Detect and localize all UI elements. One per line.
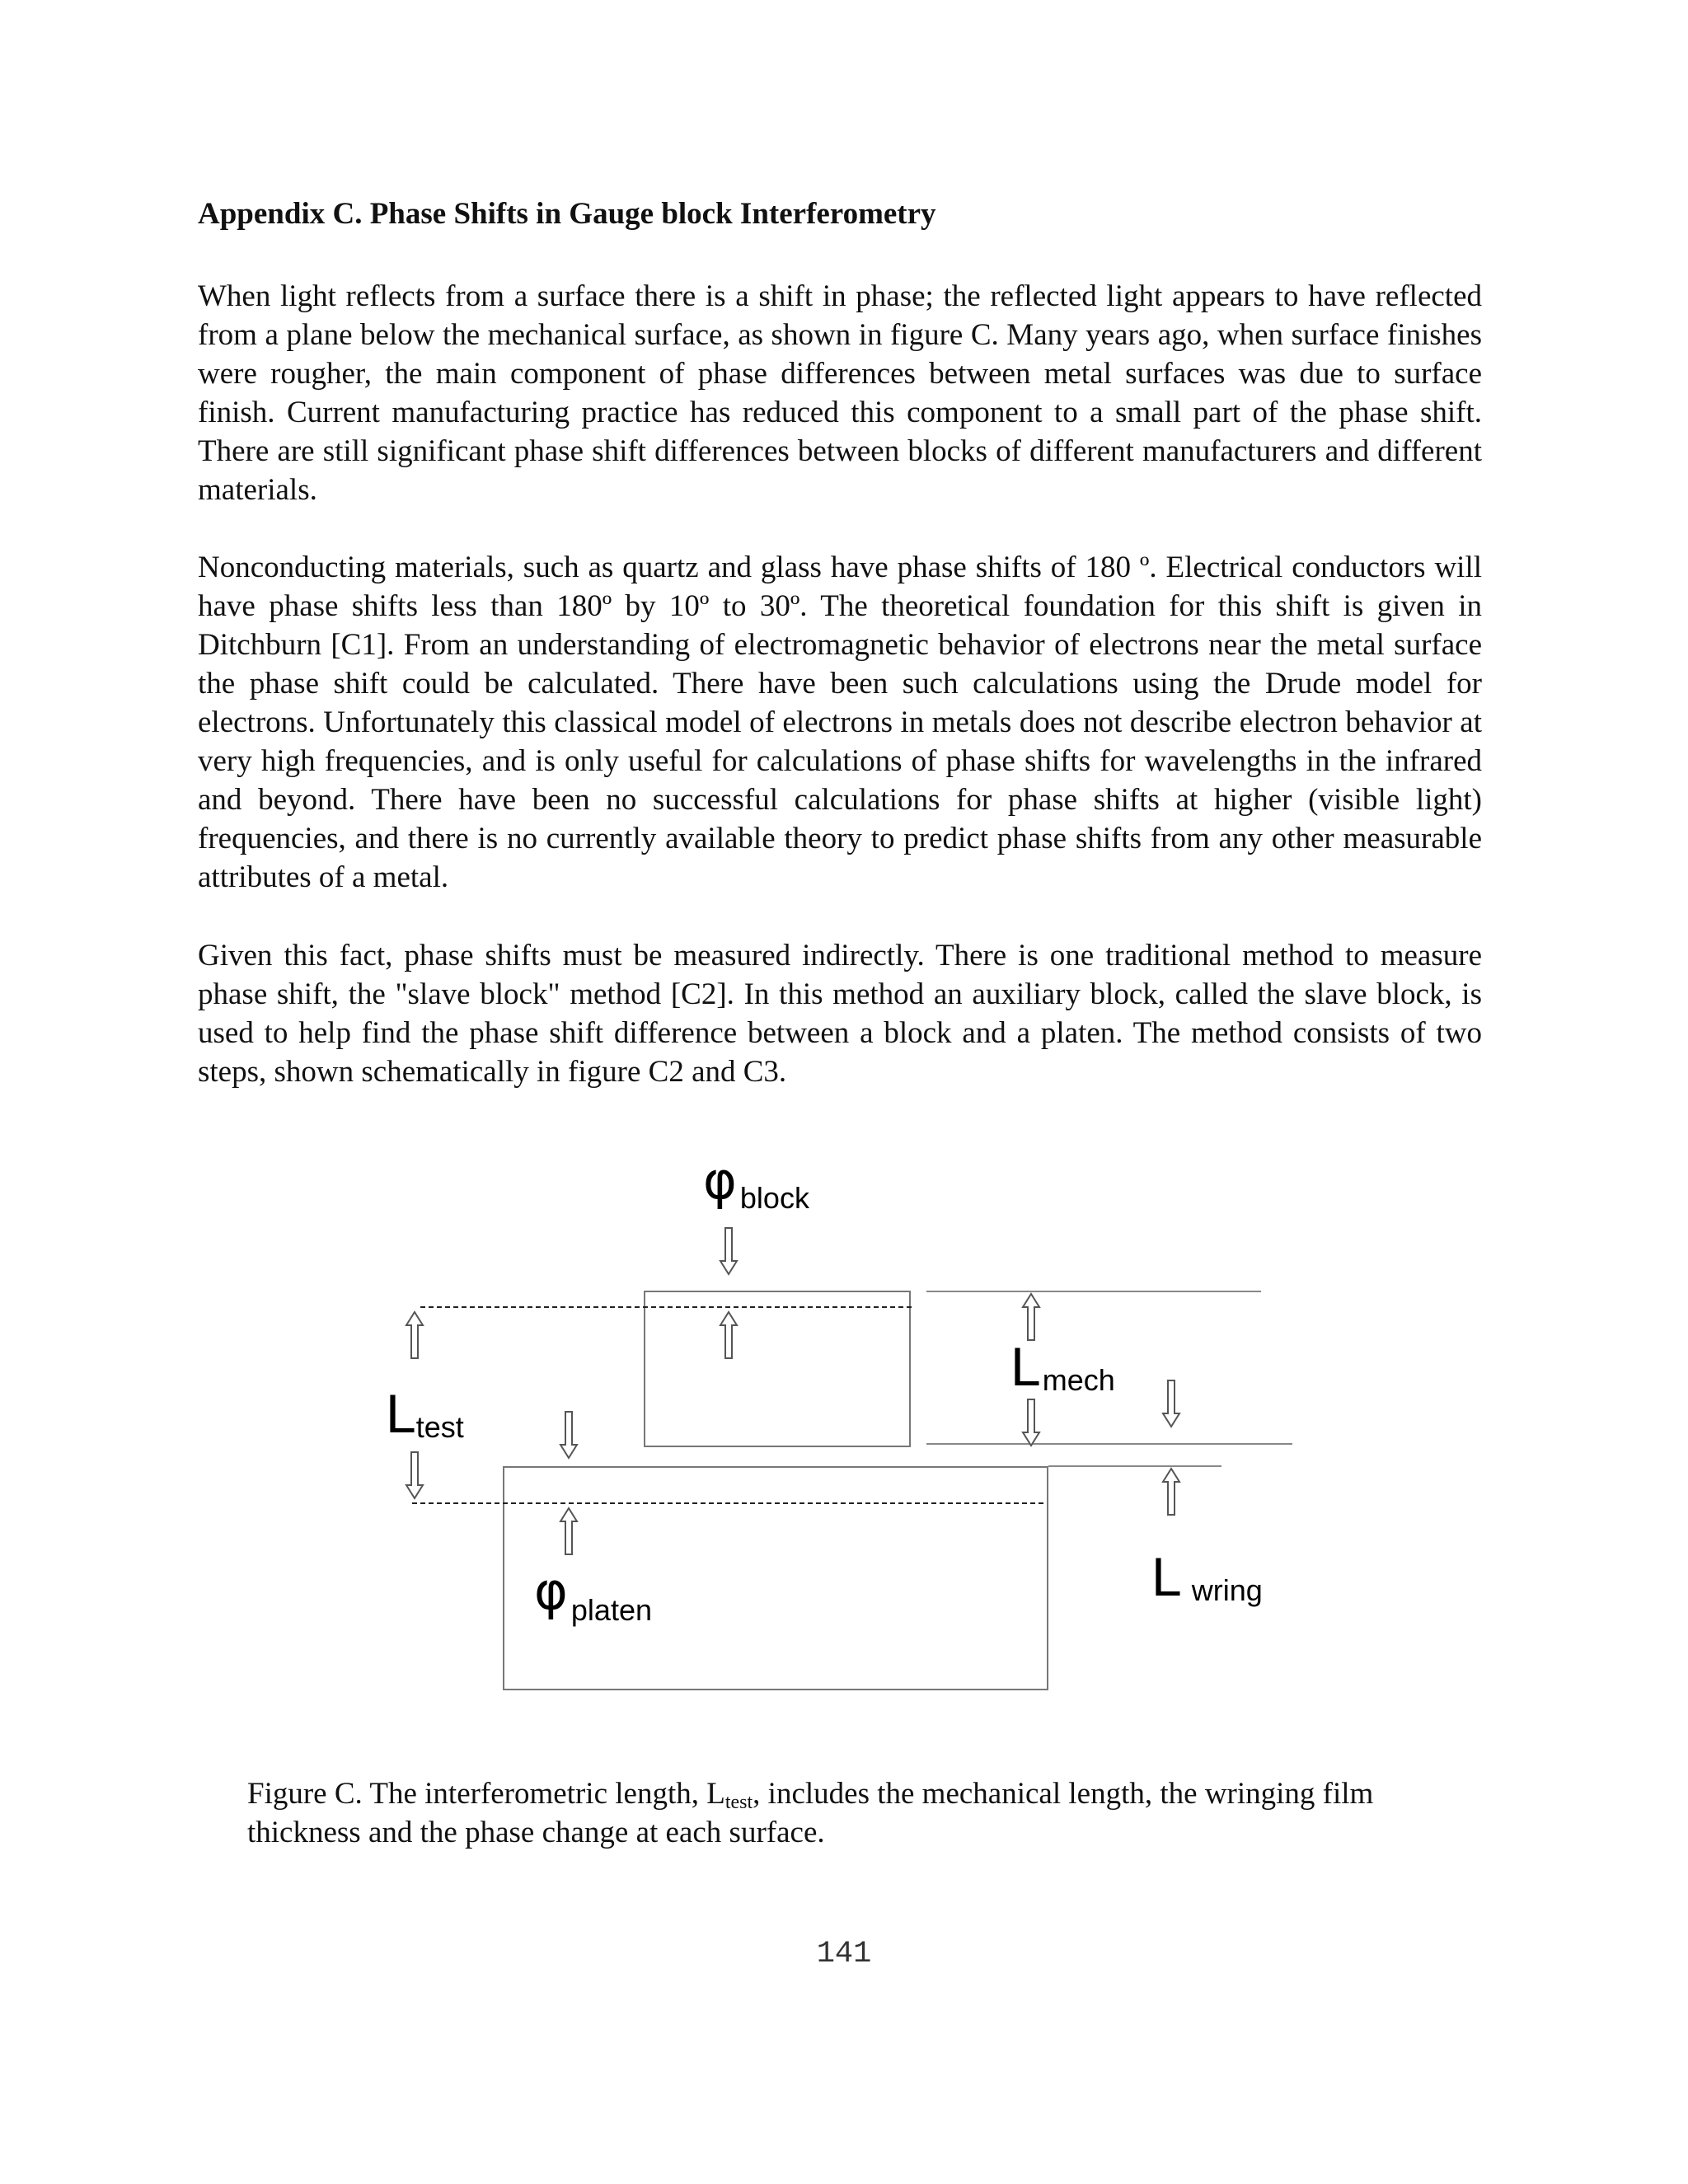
l-mech-down-arrow [1023, 1399, 1039, 1446]
l-wring-up-arrow [1163, 1469, 1179, 1515]
figure-c-diagram [0, 1137, 1688, 1714]
paragraph-phase-shift-intro: When light reflects from a surface there is a shift in phase; the reflected light appears to have reflected from a plane below the mechanical surface, as shown in figure C. Many years ago, when surface finishes were rougher, the main component of phase differences between metal surfaces was due to surface finish. Current manufacturing practice has reduced this component to a small part of the phase shift. There are still significant phase shift differences between blocks of different manufacturers and different materials. [198, 279, 1482, 507]
phi-symbol: φ [703, 1151, 737, 1211]
l-wring-subscript: wring [1191, 1573, 1263, 1607]
gauge-block [645, 1291, 910, 1446]
paragraph-nonconducting-materials: Nonconducting materials, such as quartz and glass have phase shifts of 180 º. Electrical conductors will have phase shifts less than 180º by 10º to 30º. The theoretical foundation for this shift is given in Ditchburn [C1]. From an understanding of electromagnetic behavior of electrons near the metal surface the phase shift could be calculated. There have been such calculations using the Drude model for electrons. Unfortunately this classical model of electrons in metals does not describe electron behavior at very high frequencies, and is only useful for calculations of phase shifts for wavelengths in the infrared and beyond. There have been no successful calculations for phase shifts at higher (visible light) frequencies, and there is no currently available theory to predict phase shifts from any other measurable attributes of a metal. [198, 551, 1482, 894]
caption-text-before: Figure C. The interferometric length, L [247, 1777, 725, 1811]
l-symbol: L [1151, 1546, 1182, 1607]
phi-platen-subscript: platen [570, 1593, 652, 1627]
figure-c-drawing [0, 1137, 1688, 1714]
l-test-down-arrow [406, 1452, 423, 1498]
phi-block-up-arrow [720, 1312, 737, 1358]
page-number: 141 [816, 1937, 872, 1971]
l-symbol: L [386, 1383, 416, 1444]
paragraph-slave-block-method: Given this fact, phase shifts must be measured indirectly. There is one traditional method to measure phase shift, the "slave block" method [C2]. In this method an auxiliary block, called the slave block, is used to help find the phase shift difference between a block and a platen. The method consists of two steps, shown schematically in figure C2 and C3. [198, 939, 1482, 1089]
phi-platen-up-arrow [560, 1508, 577, 1554]
caption-text-after: , includes the mechanical length, the wringing film thickness and the phase change at each surface. [247, 1777, 1374, 1849]
l-wring-label [1151, 1546, 1263, 1607]
phi-platen-down-arrow [560, 1412, 577, 1458]
l-symbol: L [1010, 1336, 1041, 1397]
l-mech-up-arrow [1023, 1294, 1039, 1340]
phi-block-subscript: block [739, 1181, 809, 1215]
appendix-heading: Appendix C. Phase Shifts in Gauge block Interferometry [198, 197, 936, 231]
l-mech-label [1010, 1336, 1115, 1397]
l-test-subscript: test [415, 1410, 464, 1444]
phi-platen-label [534, 1561, 652, 1627]
l-wring-down-arrow [1163, 1380, 1179, 1427]
phi-block-down-arrow [720, 1228, 737, 1274]
l-test-up-arrow [406, 1312, 423, 1358]
caption-subscript: test [724, 1792, 753, 1813]
phi-block-label [703, 1151, 809, 1215]
l-mech-subscript: mech [1042, 1363, 1115, 1397]
l-test-label [386, 1383, 464, 1444]
phi-symbol: φ [534, 1561, 568, 1621]
figure-c-caption [247, 1774, 1484, 1852]
